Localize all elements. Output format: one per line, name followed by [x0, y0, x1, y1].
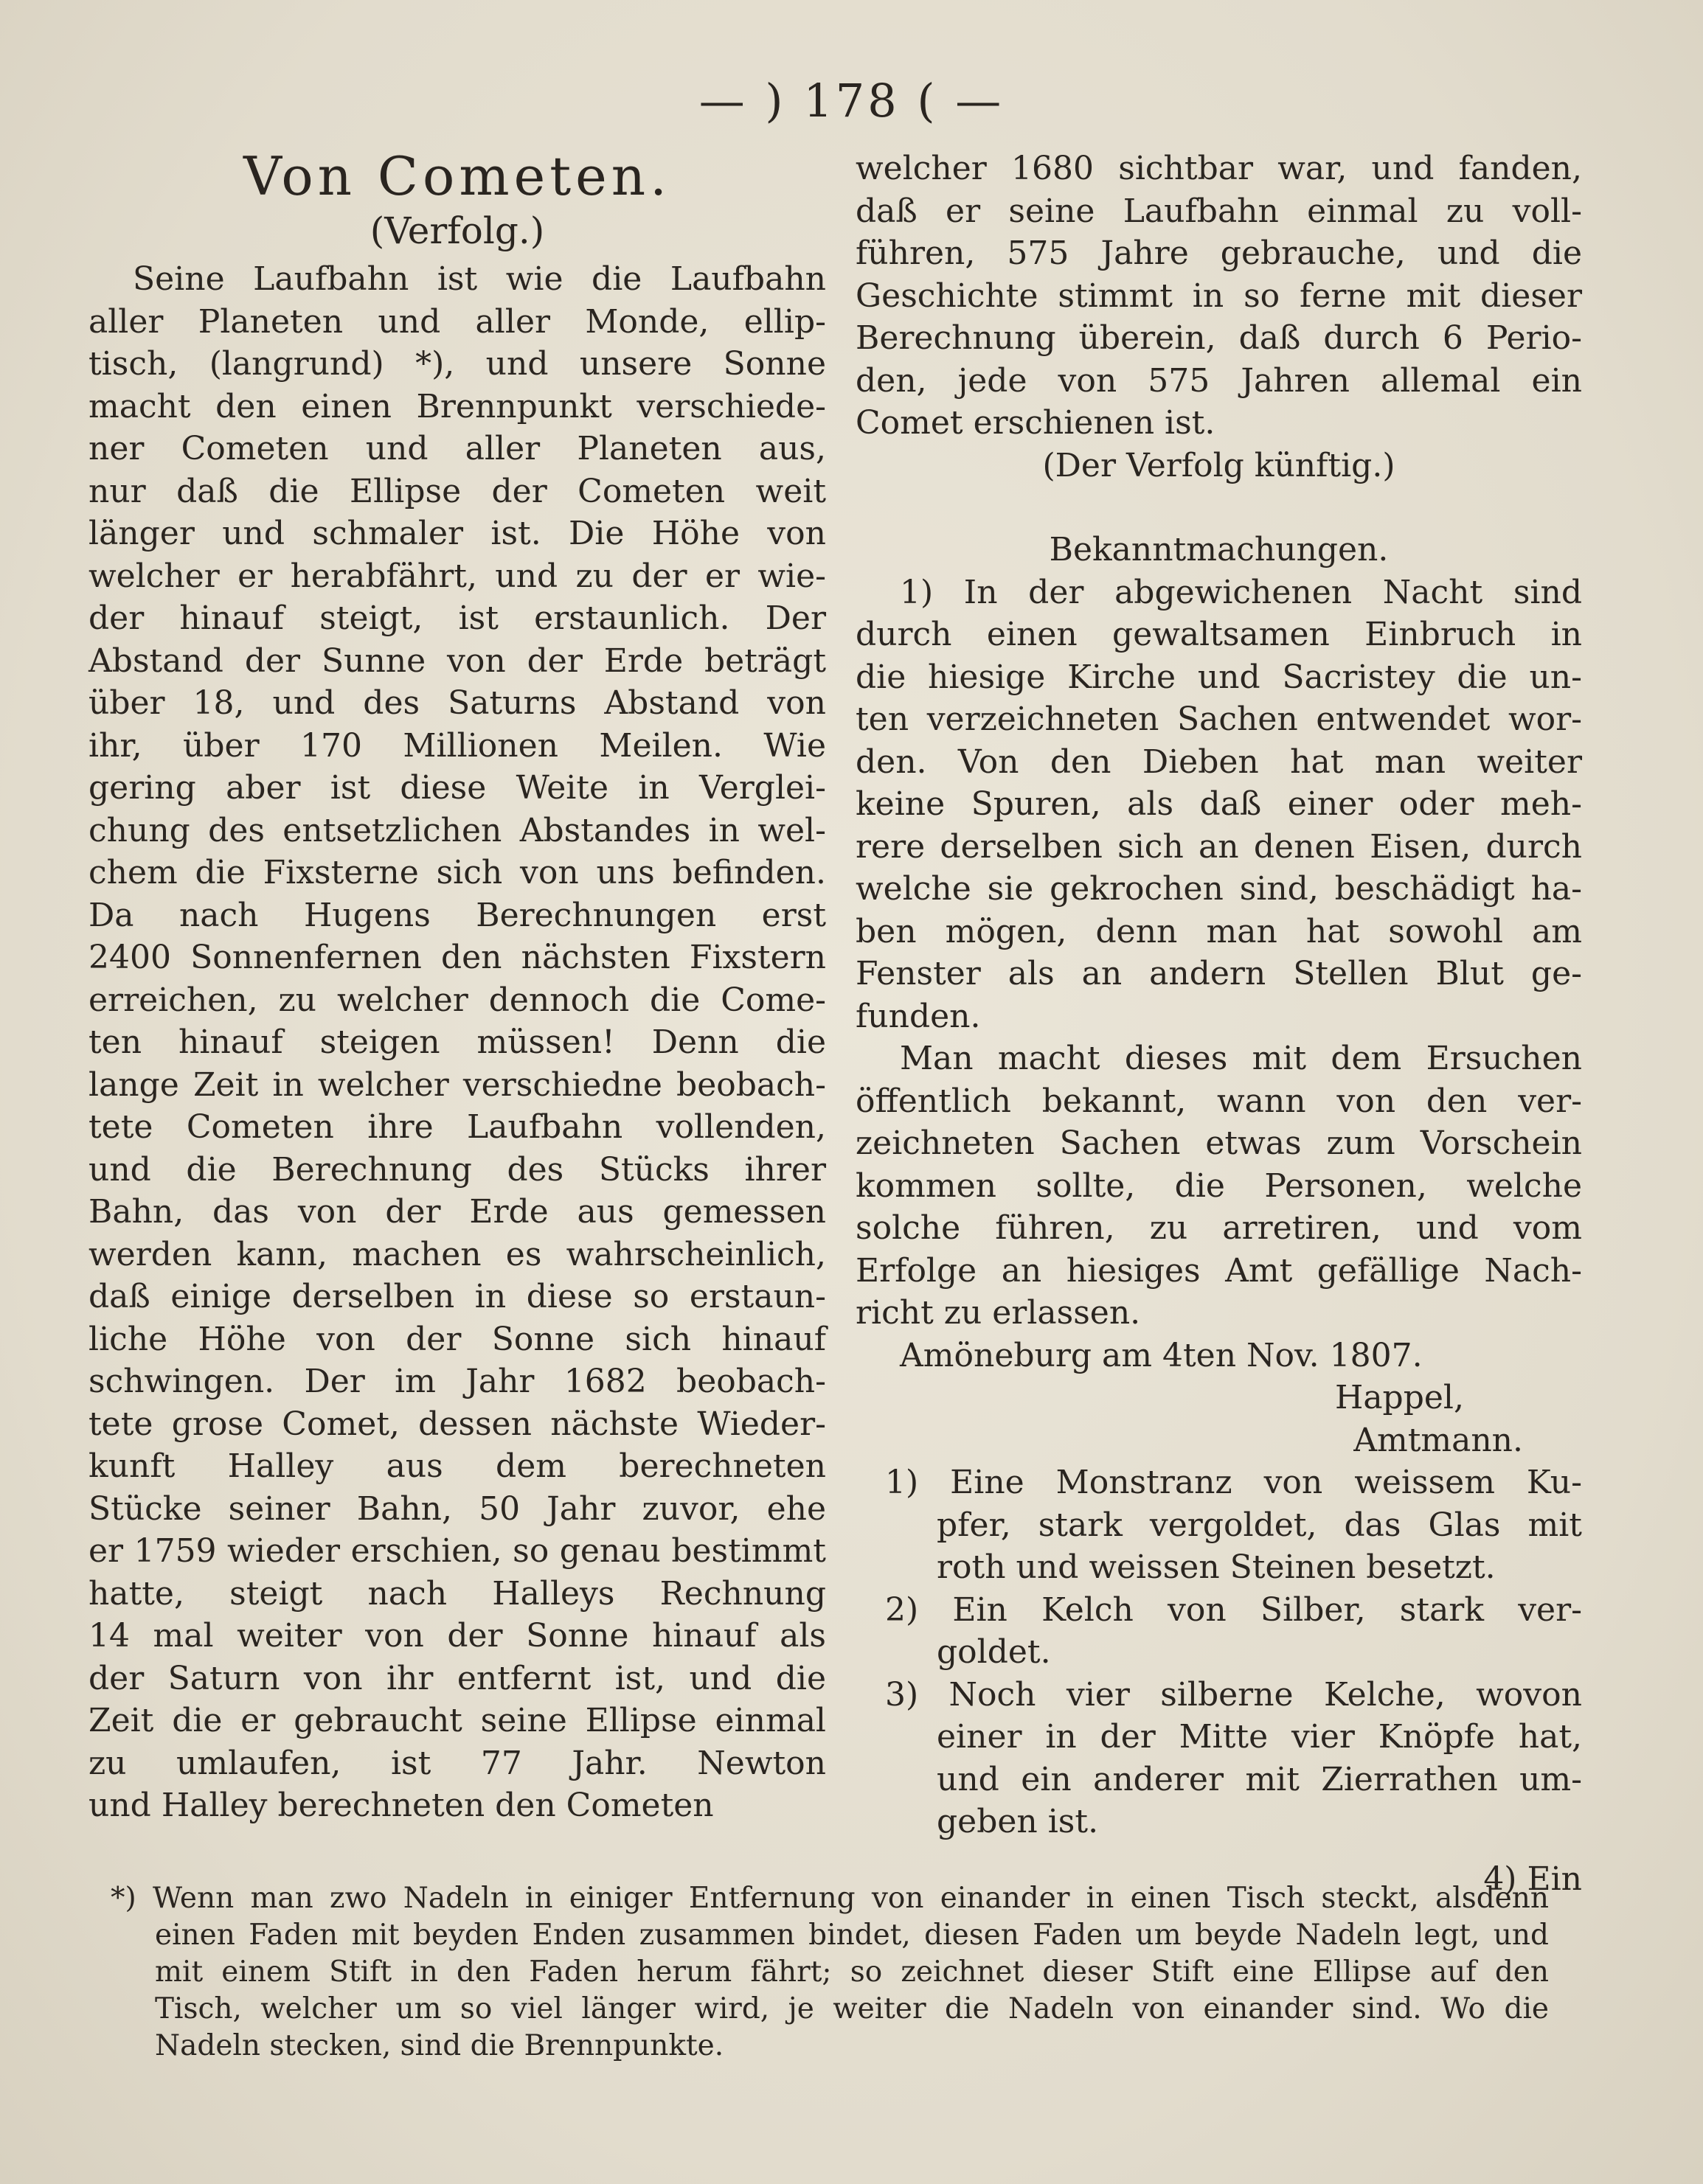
text-line: schwingen. Der im Jahr 1682 beobach- — [89, 1363, 826, 1400]
text-line: 14 mal weiter von der Sonne hinauf als — [89, 1617, 826, 1655]
text-line: führen, 575 Jahre gebrauche, und die — [856, 234, 1582, 272]
text-line: ten verzeichneten Sachen entwendet wor- — [856, 700, 1582, 738]
text-line: über 18, und des Saturns Abstand von — [89, 684, 826, 722]
text-line: Erfolge an hiesiges Amt gefällige Nach- — [856, 1251, 1582, 1290]
article-title: Von Cometen. — [243, 145, 672, 207]
text-line: durch einen gewaltsamen Einbruch in — [856, 616, 1582, 653]
text-line: lange Zeit in welcher verschiedne beobach- — [89, 1065, 826, 1104]
place-date: Amöneburg am 4ten Nov. 1807. — [900, 1336, 1423, 1374]
text-line: er 1759 wieder erschien, so genau bestimmt — [89, 1532, 826, 1570]
footnote-line: Nadeln stecken, sind die Brennpunkte. — [155, 2029, 724, 2062]
text-line: tete Cometen ihre Laufbahn vollenden, — [89, 1108, 826, 1146]
list-item-line: und ein anderer mit Zierrathen um- — [937, 1760, 1582, 1798]
list-item-first-line: 3) Noch vier silberne Kelche, wovon — [885, 1675, 1582, 1714]
text-line: und Halley berechneten den Cometen — [89, 1787, 714, 1824]
text-line: welcher 1680 sichtbar war, und fanden, — [856, 150, 1582, 187]
text-line: funden. — [856, 997, 981, 1035]
text-line: 2400 Sonnenfernen den nächsten Fixstern — [89, 939, 826, 976]
article-continuation — [856, 147, 1582, 445]
text-line: erreichen, zu welcher dennoch die Come- — [89, 981, 826, 1019]
page-header: — ) 178 ( — — [698, 74, 1005, 128]
footnote-line: Tisch, welcher um so viel länger wird, je weiter die Nadeln von einander sind. Wo die — [155, 1992, 1549, 2025]
text-line: Zeit die er gebraucht seine Ellipse einmal — [89, 1702, 826, 1739]
article-subtitle: (Verfolg.) — [370, 209, 545, 252]
text-line: Comet erschienen ist. — [856, 404, 1215, 442]
notices-title: Bekanntmachungen. — [1049, 531, 1389, 568]
right-column — [856, 147, 1582, 1900]
notice-paragraph-2 — [856, 1037, 1582, 1335]
text-line: solche führen, zu arretiren, und vom — [856, 1209, 1582, 1247]
text-line: welche sie gekrochen sind, beschädigt ha- — [856, 870, 1582, 908]
text-line: Da nach Hugens Berechnungen erst — [89, 896, 826, 934]
text-line: Bahn, das von der Erde aus gemessen — [89, 1193, 826, 1231]
text-line: Geschichte stimmt in so ferne mit dieser — [856, 277, 1582, 315]
list-item-line: geben ist. — [937, 1803, 1099, 1840]
text-line: daß er seine Laufbahn einmal zu voll- — [856, 192, 1582, 230]
list-item — [856, 1674, 1582, 1843]
spacer — [856, 1843, 1582, 1858]
list-item-line: pfer, stark vergoldet, das Glas mit — [937, 1506, 1582, 1544]
text-line: daß einige derselben in diese so erstaun- — [89, 1278, 826, 1315]
text-line: kommen sollte, die Personen, welche — [856, 1166, 1582, 1205]
text-line: nur daß die Ellipse der Cometen weit — [89, 472, 826, 510]
text-line: aller Planeten und aller Monde, ellip- — [89, 302, 826, 341]
text-line: liche Höhe von der Sonne sich hinauf — [89, 1320, 826, 1358]
text-line: ben mögen, denn man hat sowohl am — [856, 912, 1582, 950]
text-line: macht den einen Brennpunkt verschiede- — [89, 387, 826, 425]
list-item — [856, 1461, 1582, 1589]
text-line: der hinauf steigt, ist erstaunlich. Der — [89, 599, 826, 637]
article-body — [89, 258, 826, 1827]
text-line: den, jede von 575 Jahren allemal ein — [856, 361, 1582, 400]
text-line: chem die Fixsterne sich von uns befinden. — [89, 854, 826, 891]
footnote-line: mit einem Stift in den Faden herum fährt; so zeichnet dieser Stift eine Ellipse auf den — [155, 1955, 1549, 1989]
notice-paragraph-1 — [856, 571, 1582, 1038]
list-item-line: einer in der Mitte vier Knöpfe hat, — [937, 1718, 1582, 1756]
text-line: zeichneten Sachen etwas zum Vorschein — [856, 1124, 1582, 1162]
footnote — [111, 1880, 1549, 2065]
text-line: welcher er herabfährt, und zu der er wie- — [89, 557, 826, 595]
list-item-line: roth und weissen Steinen besetzt. — [937, 1548, 1496, 1586]
text-line: die hiesige Kirche und Sacristey die un- — [856, 658, 1582, 696]
text-line: länger und schmaler ist. Die Höhe von — [89, 515, 826, 552]
text-line: Stücke seiner Bahn, 50 Jahr zuvor, ehe — [89, 1489, 826, 1528]
text-line: tisch, (langrund) *), und unsere Sonne — [89, 345, 826, 383]
text-line: werden kann, machen es wahrscheinlich, — [89, 1235, 826, 1273]
text-line: gering aber ist diese Weite in Verglei- — [89, 769, 826, 807]
list-item — [856, 1589, 1582, 1674]
text-line: tete grose Comet, dessen nächste Wieder- — [89, 1405, 826, 1443]
text-line: richt zu erlassen. — [856, 1294, 1141, 1332]
continued-note: (Der Verfolg künftig.) — [1042, 446, 1395, 484]
text-line: ihr, über 170 Millionen Meilen. Wie — [89, 726, 826, 765]
list-item-first-line: 2) Ein Kelch von Silber, stark ver- — [885, 1590, 1582, 1629]
left-column — [89, 147, 826, 1827]
footnote-line: *) Wenn man zwo Nadeln in einiger Entfernung von einander in einen Tisch steckt, alsdenn — [111, 1882, 1549, 1915]
text-line: der Saturn von ihr entfernt ist, und die — [89, 1659, 826, 1697]
text-line: rere derselben sich an denen Eisen, durch — [856, 827, 1582, 866]
text-line: hatte, steigt nach Halleys Rechnung — [89, 1574, 826, 1613]
text-line: 1) In der abgewichenen Nacht sind — [900, 573, 1582, 611]
signer-title: Amtmann. — [1353, 1421, 1523, 1459]
text-line: ner Cometen und aller Planeten aus, — [89, 430, 826, 467]
text-line: chung des entsetzlichen Abstandes in wel- — [89, 811, 826, 849]
stolen-items-list — [856, 1461, 1582, 1843]
text-line: ten hinauf steigen müssen! Denn die — [89, 1023, 826, 1061]
text-line: Berechnung überein, daß durch 6 Perio- — [856, 319, 1582, 357]
signer-name: Happel, — [1334, 1379, 1464, 1416]
text-line: keine Spuren, als daß einer oder meh- — [856, 785, 1582, 823]
text-line: und die Berechnung des Stücks ihrer — [89, 1150, 826, 1189]
text-line: Man macht dieses mit dem Ersuchen — [900, 1040, 1582, 1077]
text-line: öffentlich bekannt, wann von den ver- — [856, 1082, 1582, 1120]
text-line: Seine Laufbahn ist wie die Laufbahn — [133, 260, 826, 298]
list-item-first-line: 1) Eine Monstranz von weissem Ku- — [885, 1464, 1582, 1501]
text-line: Abstand der Sunne von der Erde beträgt — [89, 641, 826, 680]
catchword: 4) Ein — [1483, 1860, 1582, 1898]
text-line: den. Von den Dieben hat man weiter — [856, 743, 1582, 781]
text-line: kunft Halley aus dem berechneten — [89, 1447, 826, 1485]
footnote-line: einen Faden mit beyden Enden zusammen bindet, diesen Faden um beyde Nadeln legt, und — [155, 1919, 1549, 1952]
text-line: Fenster als an andern Stellen Blut ge- — [856, 955, 1582, 992]
text-line: zu umlaufen, ist 77 Jahr. Newton — [89, 1744, 826, 1782]
spacer — [856, 487, 1582, 529]
list-item-line: goldet. — [937, 1633, 1051, 1671]
